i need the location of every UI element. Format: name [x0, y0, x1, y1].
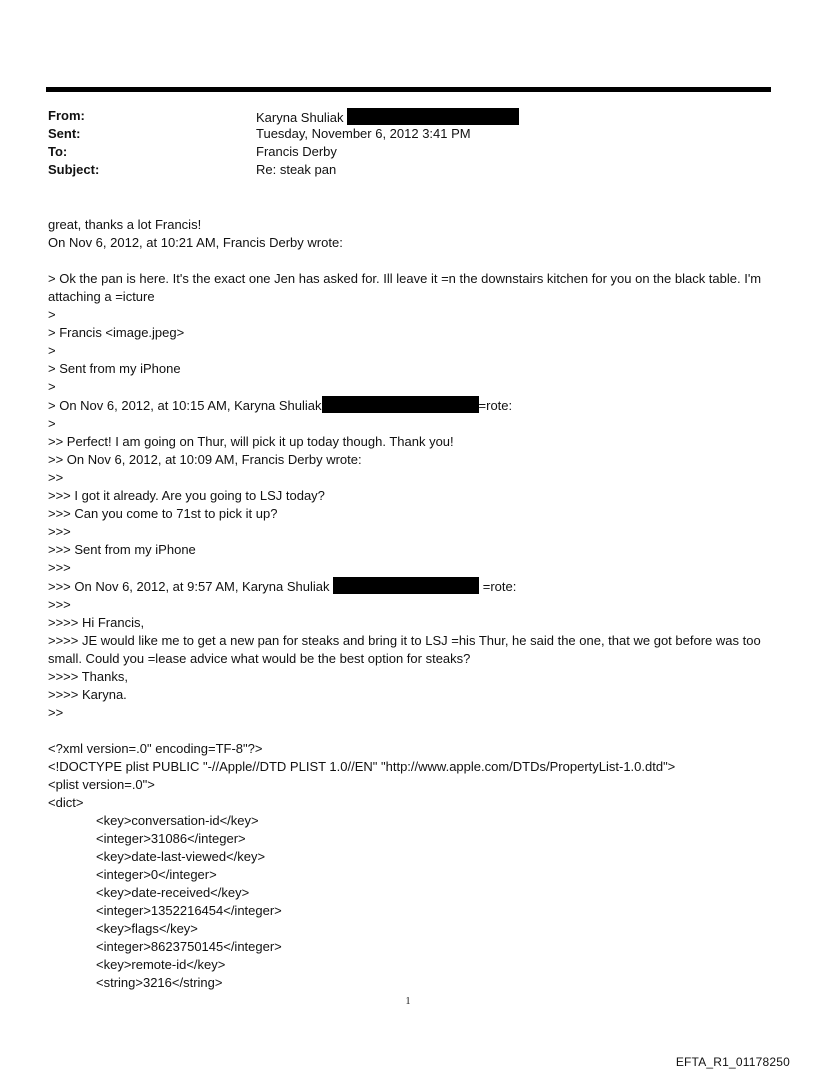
quote-header: > On Nov 6, 2012, at 10:15 AM, Karyna Shuliak [48, 398, 322, 413]
sent-label: Sent: [48, 126, 81, 141]
body-line: >>> [48, 560, 71, 575]
redaction-box [333, 577, 479, 594]
body-line: >>> [48, 524, 71, 539]
from-label: From: [48, 108, 85, 123]
body-line: > [48, 307, 56, 322]
plist-line: <key>flags</key> [96, 921, 198, 936]
plist-line: <integer>0</integer> [96, 867, 217, 882]
from-value [256, 108, 519, 125]
plist-line: <plist version=.0"> [48, 777, 155, 792]
body-line: >>> [48, 597, 71, 612]
plist-line: <?xml version=.0" encoding=TF-8"?> [48, 741, 263, 756]
body-line: > Francis <image.jpeg> [48, 325, 185, 340]
body-line [48, 577, 773, 596]
body-line: > [48, 379, 56, 394]
body-line: >>>> Hi Francis, [48, 615, 145, 630]
quote-header: >>> On Nov 6, 2012, at 9:57 AM, Karyna Shuliak [48, 579, 330, 594]
from-name: Karyna Shuliak [256, 110, 344, 125]
plist-line: <key>conversation-id</key> [96, 813, 259, 828]
redaction-box [322, 396, 479, 413]
header-rule [46, 87, 771, 92]
body-line: >>> Can you come to 71st to pick it up? [48, 506, 278, 521]
plist-line: <!DOCTYPE plist PUBLIC "-//Apple//DTD PLIST 1.0//EN" "http://www.apple.com/DTDs/PropertyList-1.0.dtd"> [48, 759, 676, 774]
body-line: > Sent from my iPhone [48, 361, 181, 376]
body-line: >> On Nov 6, 2012, at 10:09 AM, Francis Derby wrote: [48, 452, 362, 467]
body-line: great, thanks a lot Francis! [48, 217, 202, 232]
plist-line: <dict> [48, 795, 84, 810]
body-line: >>>> Thanks, [48, 669, 128, 684]
body-line: >> [48, 470, 64, 485]
bates-number: EFTA_R1_01178250 [675, 1055, 790, 1069]
plist-line: <string>3216</string> [96, 975, 223, 990]
quote-header-end: =rote: [478, 398, 513, 413]
plist-line: <key>date-last-viewed</key> [96, 849, 266, 864]
quote-header-end: =rote: [482, 579, 517, 594]
redaction-box [347, 108, 519, 125]
plist-line: <integer>8623750145</integer> [96, 939, 282, 954]
to-label: To: [48, 144, 68, 159]
plist-line: <key>remote-id</key> [96, 957, 226, 972]
body-line: >>>> Karyna. [48, 687, 127, 702]
subject-value: Re: steak pan [256, 162, 337, 177]
body-line: >> Perfect! I am going on Thur, will pick it up today though. Thank you! [48, 434, 454, 449]
plist-line: <integer>1352216454</integer> [96, 903, 282, 918]
body-line: On Nov 6, 2012, at 10:21 AM, Francis Derby wrote: [48, 235, 343, 250]
sent-value: Tuesday, November 6, 2012 3:41 PM [256, 126, 471, 141]
message-body [48, 216, 773, 992]
body-line: >> [48, 705, 64, 720]
body-line: > Ok the pan is here. It's the exact one Jen has asked for. Ill leave it =n the downstairs kitchen for you on the black table. I'm attaching a =icture [48, 271, 762, 304]
body-line: > [48, 343, 56, 358]
body-line: > [48, 416, 56, 431]
body-line [48, 396, 773, 415]
page-number: 1 [405, 996, 411, 1007]
body-line: >>> Sent from my iPhone [48, 542, 196, 557]
plist-line: <key>date-received</key> [96, 885, 250, 900]
to-value: Francis Derby [256, 144, 337, 159]
plist-line: <integer>31086</integer> [96, 831, 246, 846]
subject-label: Subject: [48, 162, 100, 177]
body-line: >>>> JE would like me to get a new pan for steaks and bring it to LSJ =his Thur, he said the one, that we got before was too small. Could you =lease advice what would be the best option for steaks? [48, 633, 761, 666]
body-line: >>> I got it already. Are you going to LSJ today? [48, 488, 325, 503]
